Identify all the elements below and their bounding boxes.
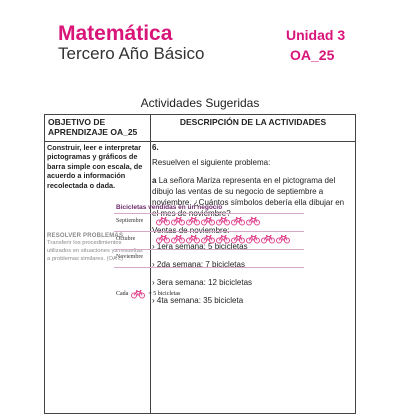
pictogram-row <box>114 250 304 268</box>
pictogram <box>114 213 304 268</box>
skill-text: Transferir los procedimientos utilizados en situaciones ya resueltas a problemas similares. (OA c) <box>47 240 143 262</box>
pictogram-row <box>114 213 304 232</box>
list-item: › 3era semana: 12 bicicletas <box>152 278 253 287</box>
problem-letter: a <box>152 176 157 185</box>
instruction-text: Resuelven el siguiente problema: <box>152 158 271 167</box>
bicycle-icon <box>186 216 200 226</box>
bicycle-icon <box>216 216 230 226</box>
list-item: › 4ta semana: 35 bicicleta <box>152 296 244 305</box>
key-text: = 5 bicicletas <box>148 291 181 297</box>
bicycle-icon <box>156 234 170 244</box>
pictogram-title: Bicicletas vendidas en un negocio <box>116 204 223 211</box>
bicycle-icon <box>131 289 145 299</box>
grade-subtitle: Tercero Año Básico <box>58 44 205 63</box>
bicycle-icon <box>261 234 275 244</box>
unit-label: Unidad 3 <box>286 27 346 43</box>
objective-text: Construir, leer e interpretar pictogramas y gráficos de barra simple con escala, de acuerdo a información recolectada o dada. <box>47 143 143 190</box>
bicycle-icon <box>246 234 260 244</box>
bicycle-icon <box>131 289 145 299</box>
description-column-header: DESCRIPCIÓN DE LA ACTIVIDADES <box>179 117 327 127</box>
pictogram-symbols <box>156 234 290 244</box>
pictogram-row-label: Noviembre <box>116 254 143 260</box>
activity-number: 6. <box>152 143 159 152</box>
list-item: › 2da semana: 7 bicicletas <box>152 260 245 269</box>
section-title: Actividades Sugeridas <box>140 96 260 110</box>
bicycle-icon <box>171 216 185 226</box>
bicycle-icon <box>186 234 200 244</box>
pictogram-symbols <box>156 216 260 226</box>
problem-text: La señora Mariza representa en el pictograma del dibujo las ventas de su negocio de septiembre a noviembre. ¿Cuántos símbolos debería ella dibujar en el mes de noviembre? <box>152 176 345 218</box>
pictogram-row-label: Septiembre <box>116 218 144 224</box>
objective-code: OA_25 <box>290 47 335 63</box>
bicycle-icon <box>276 234 290 244</box>
bicycle-icon <box>246 216 260 226</box>
subject-title: Matemática <box>58 22 173 45</box>
list-item: › 1era semana: 5 bicicletas <box>152 242 248 251</box>
bicycle-icon <box>216 234 230 244</box>
bicycle-icon <box>156 216 170 226</box>
bicycle-icon <box>231 216 245 226</box>
bicycle-icon <box>231 234 245 244</box>
sales-intro: Ventas de noviembre: <box>152 226 230 235</box>
objective-column-header: OBJETIVO DE APRENDIZAJE OA_25 <box>48 117 138 137</box>
bicycle-icon <box>171 234 185 244</box>
skill-heading: RESOLVER PROBLEMAS <box>47 233 124 239</box>
key-prefix: Cada <box>116 291 129 297</box>
bicycle-icon <box>201 234 215 244</box>
pictogram-key <box>116 289 180 299</box>
bicycle-icon <box>201 216 215 226</box>
pictogram-row-label: Octubre <box>116 236 136 242</box>
pictogram-row <box>114 232 304 250</box>
